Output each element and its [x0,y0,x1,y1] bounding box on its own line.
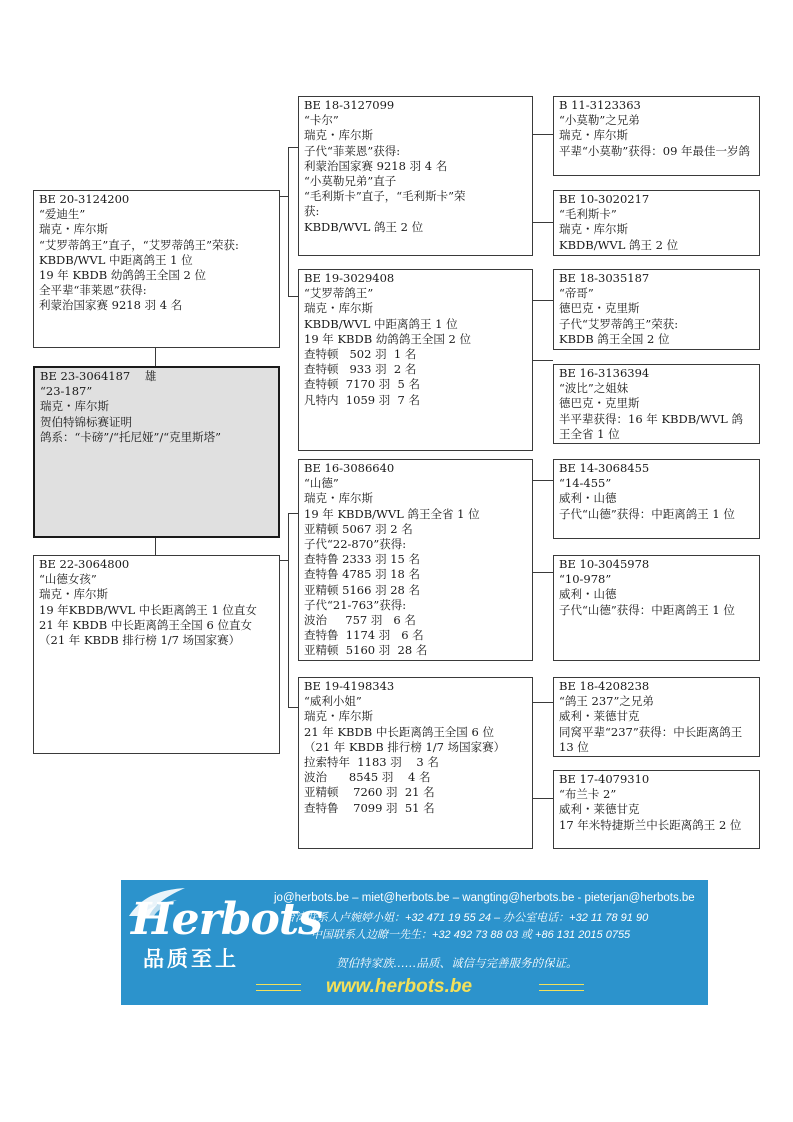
connector [533,702,553,703]
tagline: 贺伯特家族……品质、诚信与完善服务的保证。 [336,956,578,970]
ring-number: BE 22-3064800 [39,557,130,571]
info-line: 子代“22-870”获得: [304,537,407,552]
bird-name: “10-978” [559,572,612,587]
connector [533,360,553,361]
breeder: 瑞克・库尔斯 [39,587,108,602]
connector [533,300,553,301]
race-result: 凡特内 1059 羽 7 名 [304,392,421,407]
info-line: 利蒙治国家赛 9218 羽 4 名 [39,298,183,313]
connector [280,196,288,197]
race-result: 波治 8545 羽 4 名 [304,770,431,785]
ring-number: BE 10-3020217 [559,192,650,206]
ring-number: BE 23-3064187 雄 [40,369,157,383]
breeder: 瑞克・库尔斯 [559,128,628,143]
info-line: 子代“21-763”获得: [304,597,407,612]
bloodline: 鸽系：“卡磅”/“托尼娅”/“克里斯塔” [40,429,222,444]
dam-sire-sire-card [553,459,760,539]
connector [155,348,156,366]
connector [155,538,156,555]
bird-name: “毛利斯卡” [559,207,617,222]
race-result: 查特鲁 1174 羽 6 名 [304,628,424,643]
info-line: 子代“山德”获得：中距离鸽王 1 位 [559,506,735,521]
info-line: “毛利斯卡”直子，“毛利斯卡”荣 [304,189,466,204]
dam-dam-sire-card [553,677,760,757]
sire-sire-sire-card [553,96,760,176]
race-result: 查特顿 7170 羽 5 名 [304,377,421,392]
sire-dam-dam-card [553,364,760,444]
breeder: 瑞克・库尔斯 [559,222,628,237]
sire-sire-card [298,96,533,256]
bird-name: “小莫勒”之兄弟 [559,113,640,128]
website-link[interactable]: www.herbots.be [326,976,473,997]
info-line: 19 年KBDB/WVL 中长距离鸽王 1 位直女 [39,602,257,617]
breeder: 瑞克・库尔斯 [304,128,373,143]
bird-name: “布兰卡 2” [559,787,617,802]
connector [288,147,289,297]
dam-sire-dam-card [553,555,760,661]
race-result: 查特顿 933 羽 2 名 [304,362,417,377]
ring-number: BE 19-4198343 [304,679,395,693]
connector [288,296,298,297]
ring-number: BE 14-3068455 [559,461,650,475]
connector [533,798,553,799]
connector [288,513,289,708]
bird-name: “山德” [304,476,339,491]
info-line: KBDB/WVL 中距离鸽王 1 位 [304,316,458,331]
slogan: 品质至上 [143,947,239,971]
contact-phone-china: 中国联系人边瞭一先生：+32 492 73 88 03 或 +86 131 2015 0755 [311,929,631,941]
sire-sire-dam-card [553,190,760,256]
info-line: KBDB 鸽王全国 2 位 [559,331,670,346]
bird-name: “帝哥” [559,286,594,301]
info-line: 21 年 KBDB 中长距离鸽王全国 6 位 [304,724,494,739]
info-line: 平辈“小莫勒”获得：09 年最佳一岁鸽 [559,143,751,158]
dam-card [33,555,280,754]
connector [533,480,553,481]
breeder: 威利・山德 [559,491,617,506]
ring-number: BE 19-3029408 [304,271,395,285]
breeder: 瑞克・库尔斯 [304,709,373,724]
ring-number: BE 18-3035187 [559,271,650,285]
info-line: 子代“艾罗蒂鸽王”荣获: [559,316,679,331]
info-line: “小莫勒兄弟”直子 [304,174,397,189]
ring-number: BE 18-3127099 [304,98,395,112]
subject-card [33,366,280,538]
ring-number: B 11-3123363 [559,98,641,112]
info-line: 利蒙治国家赛 9218 羽 4 名 [304,158,448,173]
race-result: 亚精顿 7260 羽 21 名 [304,785,435,800]
info-line: “艾罗蒂鸽王”直子，“艾罗蒂鸽王”荣获: [39,237,239,252]
race-result: 查特鲁 4785 羽 18 名 [304,567,421,582]
breeder: 德巴克・克里斯 [559,301,640,316]
race-result: 亚精顿 5160 羽 28 名 [304,643,428,658]
connector [533,222,553,223]
info-line: KBDB/WVL 中距离鸽王 1 位 [39,252,193,267]
connector [533,134,553,135]
race-result: 查特顿 502 羽 1 名 [304,347,417,362]
connector [533,572,553,573]
info-line: （21 年 KBDB 排行榜 1/7 场国家赛） [304,739,506,754]
breeder: 瑞克・库尔斯 [304,491,373,506]
breeder: 瑞克・库尔斯 [40,399,109,414]
contact-emails[interactable]: jo@herbots.be – miet@herbots.be – wangting@herbots.be - pieterjan@herbots.be [274,892,695,904]
connector [280,560,288,561]
ring-number: BE 17-4079310 [559,772,650,786]
breeder: 威利・山德 [559,587,617,602]
info-line: 获: [304,204,320,219]
info-line: 同窝平辈“237”获得：中长距离鸽王 13 位 [559,724,746,754]
sire-card [33,190,280,348]
race-result: 亚精顿 5067 羽 2 名 [304,521,413,536]
herbots-banner [121,880,708,1005]
bird-name: “波比”之姐妹 [559,381,629,396]
info-line: 半平辈获得：16 年 KBDB/WVL 鸽王全省 1 位 [559,411,743,441]
info-line: KBDB/WVL 鸽王 2 位 [559,237,679,252]
info-line: 17 年米特捷斯兰中长距离鸽王 2 位 [559,817,742,832]
sire-dam-card [298,269,533,451]
info-line: 19 年 KBDB 幼鸽鸽王全国 2 位 [39,268,206,283]
connector [288,707,298,708]
info-line: （21 年 KBDB 排行榜 1/7 场国家赛） [39,633,241,648]
sire-dam-sire-card [553,269,760,350]
ring-number: BE 20-3124200 [39,192,130,206]
bird-name: “爱迪生” [39,207,86,222]
decorative-rule [256,984,301,991]
dam-dam-dam-card [553,770,760,849]
ring-number: BE 16-3086640 [304,461,395,475]
bird-name: “威利小姐” [304,694,362,709]
bird-name: “艾罗蒂鸽王” [304,286,374,301]
bird-name: “山德女孩” [39,572,97,587]
info-line: 21 年 KBDB 中长距离鸽王全国 6 位直女 [39,617,252,632]
bird-name: “卡尔” [304,113,339,128]
ring-number: BE 18-4208238 [559,679,650,693]
race-result: 查特鲁 2333 羽 15 名 [304,552,421,567]
info-line: 子代“菲莱恩”获得: [304,143,401,158]
contact-phone-taiwan: 台湾联系人卢婉婷小姐：+32 471 19 55 24 – 办公室电话：+32 11 78 91 90 [284,912,649,924]
decorative-rule [539,984,584,991]
breeder: 威利・莱德甘克 [559,709,640,724]
breeder: 瑞克・库尔斯 [39,222,108,237]
bird-name: “鸽王 237”之兄弟 [559,694,654,709]
race-result: 查特鲁 7099 羽 51 名 [304,800,435,815]
breeder: 威利・莱德甘克 [559,802,640,817]
connector [288,513,298,514]
certificate: 贺伯特锦标赛证明 [40,414,132,429]
ring-number: BE 10-3045978 [559,557,650,571]
breeder: 瑞克・库尔斯 [304,301,373,316]
dam-dam-card [298,677,533,849]
breeder: 德巴克・克里斯 [559,396,640,411]
dam-sire-card [298,459,533,661]
info-line: 子代“山德”获得：中距离鸽王 1 位 [559,602,735,617]
ring-number: BE 16-3136394 [559,366,650,380]
race-result: 波治 757 羽 6 名 [304,613,416,628]
info-line: 19 年 KBDB/WVL 鸽王全省 1 位 [304,506,480,521]
info-line: KBDB/WVL 鸽王 2 位 [304,219,424,234]
bird-name: “23-187” [40,384,93,399]
bird-name: “14-455” [559,476,612,491]
connector [288,147,298,148]
race-result: 拉索特年 1183 羽 3 名 [304,755,439,770]
info-line: 全平辈“菲莱恩”获得: [39,283,147,298]
race-result: 亚精顿 5166 羽 28 名 [304,582,421,597]
info-line: 19 年 KBDB 幼鸽鸽王全国 2 位 [304,331,471,346]
herbots-logo: Herbots [131,894,322,945]
